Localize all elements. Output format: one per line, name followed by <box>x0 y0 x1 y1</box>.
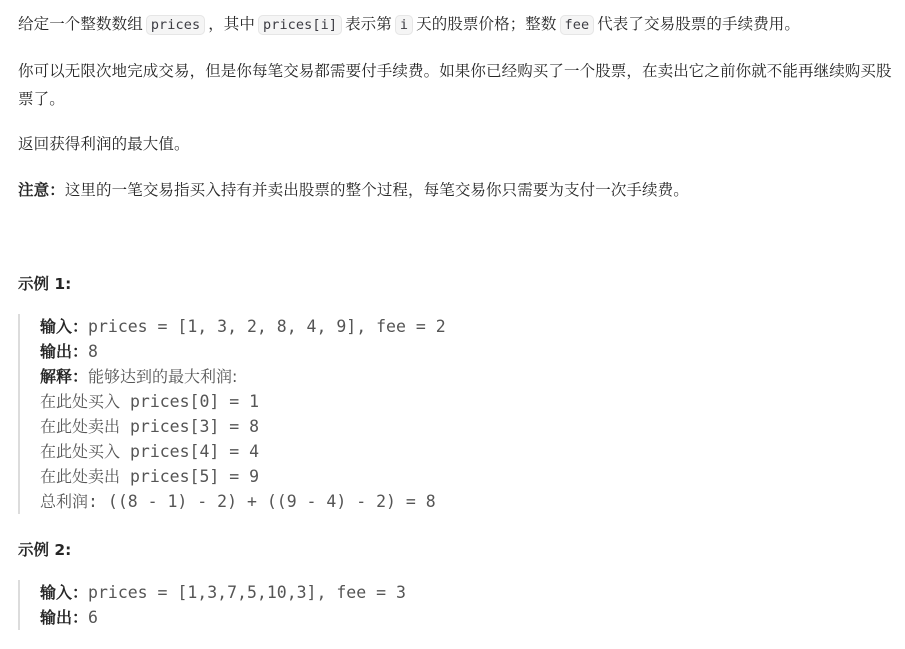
example-2-output <box>40 605 406 630</box>
output-value: 6 <box>88 608 98 627</box>
inline-code-fee: fee <box>560 15 595 35</box>
inline-code-prices-i: prices[i] <box>258 15 342 35</box>
example-2-block <box>18 580 406 630</box>
explanation-value: 能够达到的最大利润: <box>88 367 238 386</box>
input-value: prices = [1, 3, 2, 8, 4, 9], fee = 2 <box>88 317 446 336</box>
explanation-line-text: 总利润 <box>40 492 89 511</box>
explanation-line-code: prices[5] = 9 <box>120 467 260 486</box>
explanation-line-text: 在此处卖出 <box>40 417 121 436</box>
example-1-input <box>40 314 446 339</box>
note-paragraph <box>18 176 896 204</box>
output-label: 输出： <box>40 342 89 361</box>
example-1-explanation <box>40 364 446 389</box>
explanation-line <box>40 464 446 489</box>
explanation-line <box>40 389 446 414</box>
intro-text: 代表了交易股票的手续费用。 <box>597 15 801 33</box>
explanation-line-code: prices[0] = 1 <box>120 392 260 411</box>
intro-paragraph-2: 你可以无限次地完成交易，但是你每笔交易都需要付手续费。如果你已经购买了一个股票，在卖出它之前你就不能再继续购买股票了。 <box>18 62 892 108</box>
input-value: prices = [1,3,7,5,10,3], fee = 3 <box>88 583 406 602</box>
example-1-block <box>18 314 446 514</box>
inline-code-prices: prices <box>146 15 205 35</box>
explanation-line-code: : ((8 - 1) - 2) + ((9 - 4) - 2) = 8 <box>88 492 436 511</box>
explanation-line <box>40 414 446 439</box>
inline-code-i: i <box>395 15 413 35</box>
note-text: 这里的一笔交易指买入持有并卖出股票的整个过程，每笔交易你只需要为支付一次手续费。 <box>64 181 689 199</box>
explanation-line-code: prices[3] = 8 <box>120 417 260 436</box>
output-label: 输出： <box>40 608 89 627</box>
explanation-line-text: 在此处买入 <box>40 392 121 411</box>
explanation-label: 解释： <box>40 367 89 386</box>
intro-text: 给定一个整数数组 <box>18 15 143 33</box>
intro-text: 天的股票价格；整数 <box>416 15 557 33</box>
intro-paragraph-1 <box>18 10 896 39</box>
explanation-line-text: 在此处卖出 <box>40 467 121 486</box>
intro-paragraph-3: 返回获得利润的最大值。 <box>18 135 190 153</box>
input-label: 输入： <box>40 317 89 336</box>
output-value: 8 <box>88 342 98 361</box>
intro-text: 表示第 <box>345 15 392 33</box>
explanation-line-text: 在此处买入 <box>40 442 121 461</box>
explanation-line <box>40 439 446 464</box>
example-2-title: 示例 2: <box>18 541 72 559</box>
explanation-line-code: prices[4] = 4 <box>120 442 260 461</box>
example-1-title: 示例 1: <box>18 275 72 293</box>
example-1-output <box>40 339 446 364</box>
explanation-line <box>40 489 446 514</box>
note-label: 注意： <box>18 181 65 199</box>
input-label: 输入： <box>40 583 89 602</box>
example-2-input <box>40 580 406 605</box>
intro-text: ，其中 <box>208 15 255 33</box>
